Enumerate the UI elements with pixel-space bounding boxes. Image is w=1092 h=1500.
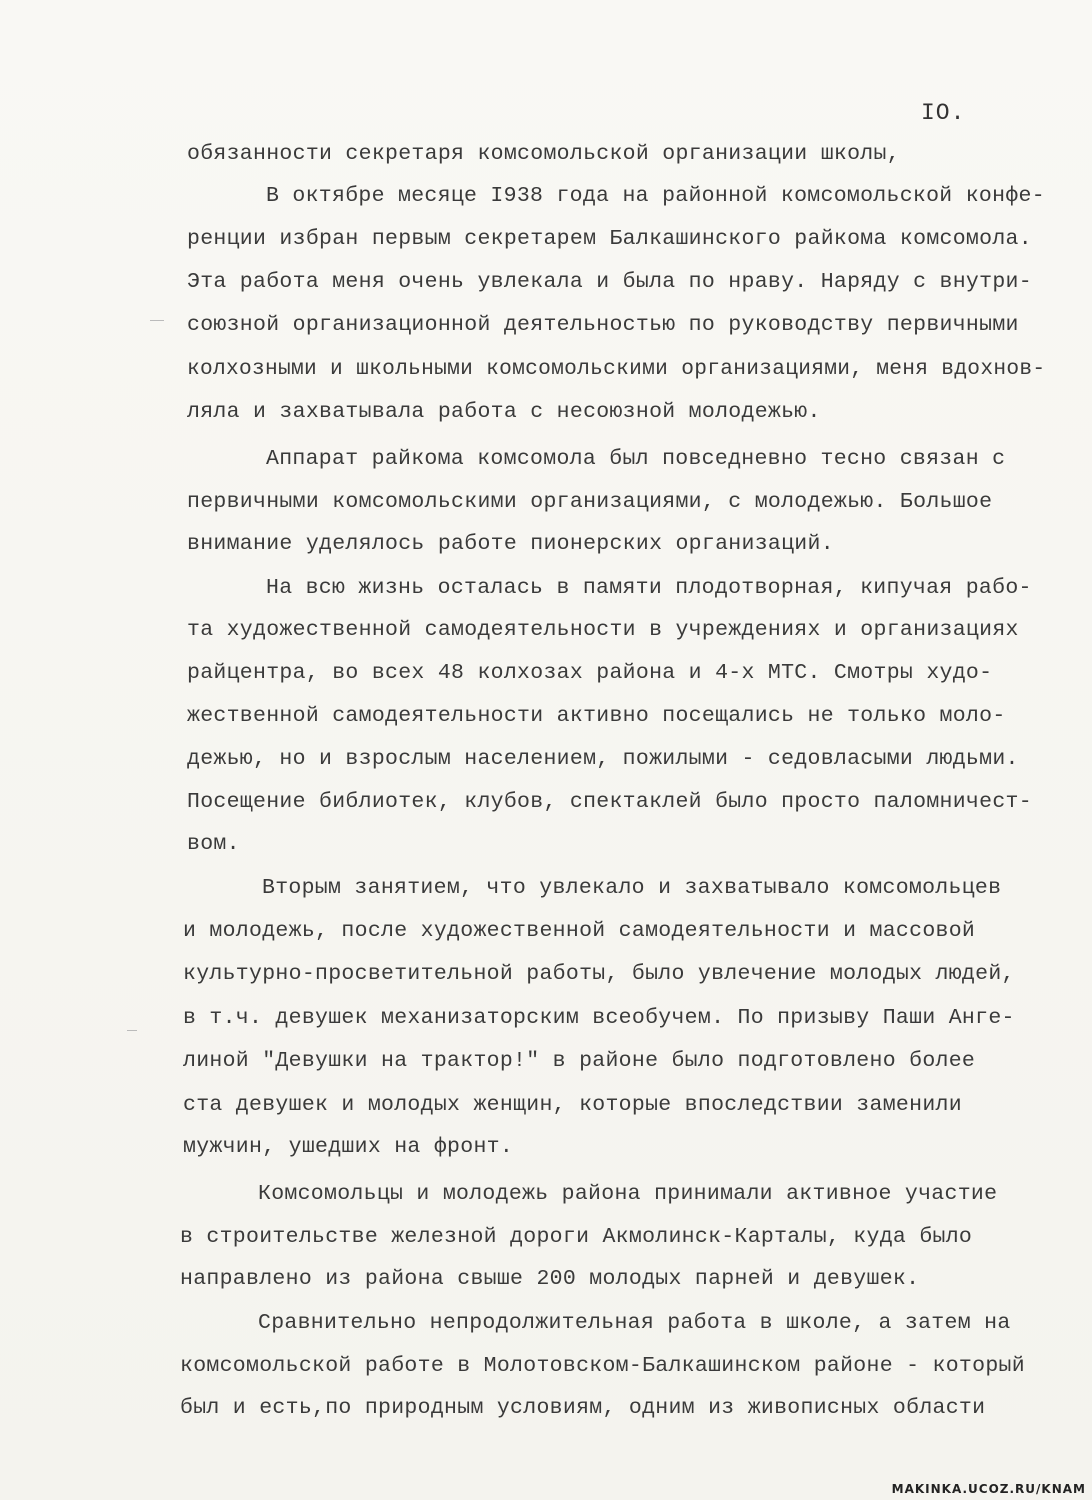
- text-line: колхозными и школьными комсомольскими организациями, меня вдохнов-: [187, 357, 1046, 381]
- text-line: Комсомольцы и молодежь района принимали активное участие: [258, 1182, 998, 1206]
- text-line: обязанности секретаря комсомольской организации школы,: [187, 142, 900, 166]
- text-line: вом.: [187, 832, 240, 856]
- text-line: в строительстве железной дороги Акмолинск-Карталы, куда было: [180, 1225, 973, 1249]
- text-line: Сравнительно непродолжительная работа в школе, а затем на: [258, 1311, 1011, 1335]
- text-line: ренции избран первым секретарем Балкашинского райкома комсомола.: [187, 227, 1032, 251]
- text-line: Вторым занятием, что увлекало и захватывало комсомольцев: [262, 876, 1002, 900]
- text-line: комсомольской работе в Молотовском-Балкашинском районе - который: [180, 1354, 1025, 1378]
- margin-mark: [127, 1030, 137, 1031]
- text-line: союзной организационной деятельностью по руководству первичными: [187, 313, 1019, 337]
- text-line: ляла и захватывала работа с несоюзной молодежью.: [187, 400, 821, 424]
- text-line: жественной самодеятельности активно посещались не только моло-: [187, 704, 1006, 728]
- text-line: первичными комсомольскими организациями, с молодежью. Большое: [187, 490, 993, 514]
- text-line: был и есть,по природным условиям, одним из живописных области: [180, 1396, 986, 1420]
- text-line: и молодежь, после художественной самодеятельности и массовой: [183, 919, 976, 943]
- text-line: райцентра, во всех 48 колхозах района и 4-х МТС. Смотры худо-: [187, 661, 993, 685]
- text-line: дежью, но и взрослым населением, пожилыми - седовласыми людьми.: [187, 747, 1019, 771]
- text-line: Эта работа меня очень увлекала и была по нраву. Наряду с внутри-: [187, 270, 1032, 294]
- page-number: IO.: [921, 100, 966, 126]
- margin-mark: [150, 320, 164, 321]
- text-line: Аппарат райкома комсомола был повседневно тесно связан с: [266, 447, 1006, 471]
- text-line: мужчин, ушедших на фронт.: [183, 1135, 514, 1159]
- text-line: линой "Девушки на трактор!" в районе было подготовлено более: [183, 1049, 976, 1073]
- text-line: Посещение библиотек, клубов, спектаклей было просто паломничест-: [187, 790, 1032, 814]
- text-line: На всю жизнь осталась в памяти плодотворная, кипучая рабо-: [266, 576, 1032, 600]
- text-line: в т.ч. девушек механизаторским всеобучем. По призыву Паши Анге-: [183, 1006, 1015, 1030]
- text-line: В октябре месяце I938 года на районной комсомольской конфе-: [266, 184, 1045, 208]
- text-line: та художественной самодеятельности в учреждениях и организациях: [187, 618, 1019, 642]
- text-line: ста девушек и молодых женщин, которые впоследствии заменили: [183, 1093, 962, 1117]
- text-line: культурно-просветительной работы, было увлечение молодых людей,: [183, 962, 1015, 986]
- watermark: MAKINKA.UCOZ.RU/KNAM: [891, 1482, 1086, 1496]
- text-line: внимание уделялось работе пионерских организаций.: [187, 532, 834, 556]
- text-line: направлено из района свыше 200 молодых парней и девушек.: [180, 1267, 920, 1291]
